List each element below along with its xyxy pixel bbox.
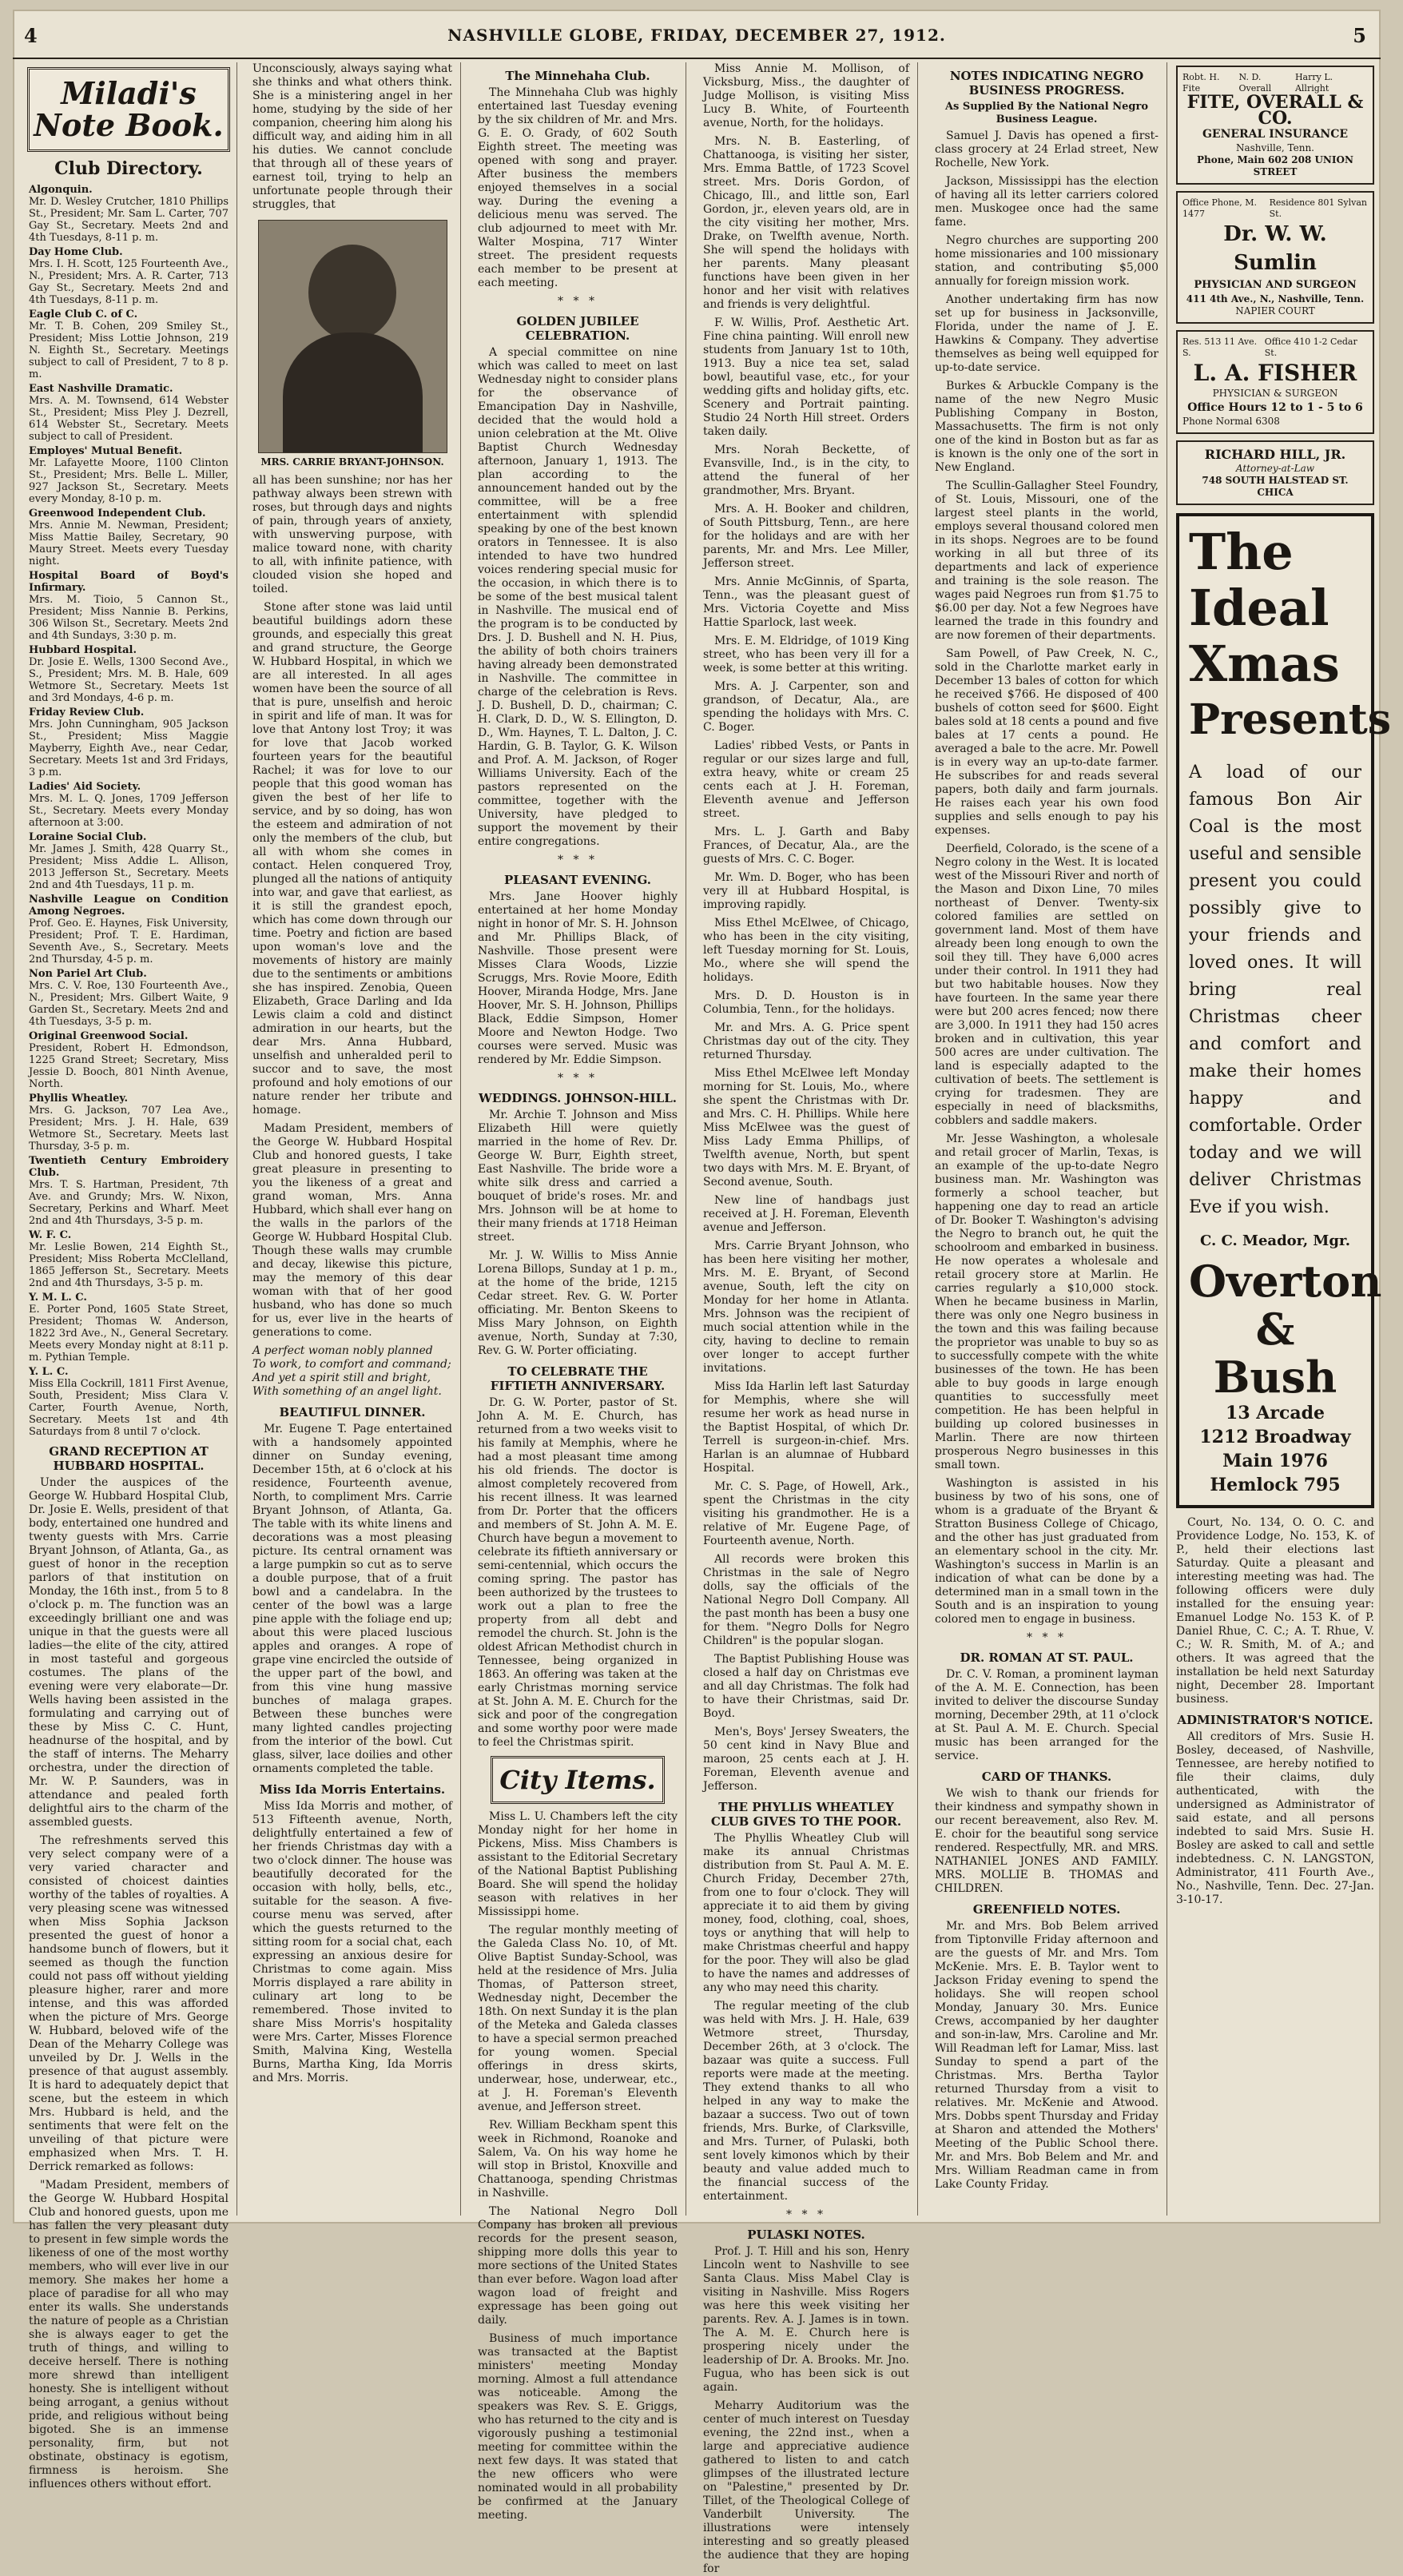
club-entry xyxy=(29,309,229,380)
personal-item: Miss Ethel McElwee, of Chicago, who has been in the city visiting, left Tuesday morning for St. Louis, Mo., where she will spend the holidays. xyxy=(703,917,909,984)
ad-phone: Phone, Main 602 208 UNION STREET xyxy=(1197,154,1353,177)
evening-para: Mrs. Jane Hoover highly entertained at her home Monday night in honor of Mr. S. H. Johnson and Mr. Phillips Black, of Nashville. Those present were Misses Clara Woods, Lizzie Scruggs, Mrs. Rovie Moore, Edith Hoover, Miranda Hodge, Mrs. Jane Hoover, Mr. S. H. Johnson, Phillips Black, Eddie Simpson, Homer Moore and Newton Hodge. Two courses were served. Music was rendered by Mr. Eddie Simpson. xyxy=(478,890,678,1066)
business-item: Jackson, Mississippi has the election of having all its letter carriers colored men. Muskogee once had the same fame. xyxy=(935,175,1159,229)
column-6-ads xyxy=(1176,62,1392,2216)
business-item: Burkes & Arbuckle Company is the name of the new Negro Music Publishing Company in Boston, Massachusetts. The firm is not only one of the kind in Boston but as far as is known is the only one of the sort in New England. xyxy=(935,380,1159,474)
anniversary-para: Dr. G. W. Porter, pastor of St. John A. M. E. Church, has returned from a two weeks visit to his family at Memphis, where he had a most pleasant time among his old friends. The doctor is almost completely recovered from his recent illness. It was learned from Dr. Porter that the officers and members of St. John A. M. E. Church have begun a movement to celebrate its fiftieth anniversary or semi-centennial, which occurs the coming spring. The pastor has been authorized by the trustees to work out a plan to free the property from all debt and remodel the church. St. John is the oldest African Methodist church in Tennessee, being organized in 1863. An offering was taken at the early Christmas morning service at St. John A. M. E. Church for the sick and poor of the congregation and some worthy poor were made to feel the Christmas spirit. xyxy=(478,1396,678,1749)
club-details: Mrs. M. Tioio, 5 Cannon St., President; Miss Nannie B. Perkins, 306 Wilson St., Secretary. Meets 2nd and 4th Sundays, 3:30 p. m. xyxy=(29,594,229,642)
roman-para: Dr. C. V. Roman, a prominent layman of the A. M. E. Connection, has been invited to deliver the discourse Sunday morning, December 29th, at 11 o'clock at St. Paul A. M. E. Church. Special music has been arranged for the service. xyxy=(935,1668,1159,1762)
personal-item: All records were broken this Christmas in the sale of Negro dolls, say the officials of the National Negro Doll Company. All the past month has been a busy one for them. "Negro Dolls for Negro Children" is the popular slogan. xyxy=(703,1553,909,1647)
greenfield-heading: GREENFIELD NOTES. xyxy=(972,1902,1121,1917)
club-name: Non Pariel Art Club. xyxy=(29,968,147,980)
ad-xmas-presents xyxy=(1176,513,1392,1508)
page-number-right: 5 xyxy=(1353,24,1366,47)
ad-phone: Phone Normal 6308 xyxy=(1182,416,1280,427)
club-name: Algonquin. xyxy=(29,184,93,196)
xmas-firm: & Bush xyxy=(1213,1304,1337,1403)
reception-para: "Madam President, members of the George W. Hubbard Hospital Club and honored guests, upon me has fallen the very pleasant duty to present in few simple words the likeness of one of the most worthy members, who will ever live in our memory. She makes her home a place of paradise for all who may enter its walls. She understands the nature of people as a Christian she is always eager to get the truth of things, and willing to deceive herself. There is nothing more shrewd than intelligent honesty. She is intelligent without being arrogant, a genius without pride, and religious without being bigoted. She is an immense personality, firm, but not obstinate, obstinacy is egotism, firmness is heroism. She influences others without effort. xyxy=(29,2179,229,2490)
club-name: Hubbard Hospital. xyxy=(29,644,137,656)
club-name: Ladies' Aid Society. xyxy=(29,781,141,793)
club-details: Mrs. I. H. Scott, 125 Fourteenth Ave., N., President; Mrs. A. R. Carter, 713 Gay St., Secretary. Meets 2nd and 4th Tuesdays, 8-11 p. m. xyxy=(29,258,229,306)
ad-lawyer-address: 748 SOUTH HALSTEAD ST. CHICA xyxy=(1202,475,1349,498)
ad-hours: Office Hours 12 to 1 - 5 to 6 xyxy=(1187,401,1363,414)
city-item: Business of much importance was transacted at the Baptist ministers' meeting Monday morning. Almost a full attendance was noticeable. Among the speakers was Rev. S. E. Griggs, who has returned to the city and is vigorously pushing a testimonial meeting for committee within the next few days. It was stated that the new officers who were nominated would in all probability be confirmed at the January meeting. xyxy=(478,2332,678,2522)
ad-line: GENERAL INSURANCE xyxy=(1202,128,1349,141)
newspaper-page xyxy=(13,10,1392,2575)
column-1 xyxy=(21,62,237,2490)
business-item: Deerfield, Colorado, is the scene of a Negro colony in the West. It is located west of the Missouri River and north of the Mason and Dixon Line, 70 miles northeast of Denver. Twenty-six colored families are settled on government land. Most of them have already been long enough to own the soil they till. They have 6,000 acres under their control. In 1911 they had but two habitable houses. Now they have fourteen. In the same year there were but 200 acres fenced; now there are 3,000. In 1911 they had 150 acres broken and in cultivation, this year 500 acres are under cultivation. The land is especially adapted to the cultivation of beets. The settlement is crying for tradesmen. They are especially in need of blacksmiths, cobblers and saddle makers. xyxy=(935,842,1159,1127)
business-item: Sam Powell, of Paw Creek, N. C., sold in the Charlotte market early in December 13 bales of cotton for which he received $766. He disposed of 400 bushels of cotton seed for $600. Eight bales sold at 18 cents a pound and five bales at 17 cents a pound. He averaged a bale to the acre. Mr. Powell is in every way an up-to-date farmer. He subscribes for and reads several papers, both daily and farm journals. He raises each year his own food supplies and sells enough to pay his expenses. xyxy=(935,647,1159,837)
evening-heading: PLEASANT EVENING. xyxy=(504,873,651,887)
ad-richard-hill xyxy=(1176,440,1374,505)
xmas-headline: Presents xyxy=(1189,695,1392,744)
personal-item: Miss Annie M. Mollison, of Vicksburg, Miss., the daughter of Judge Mollison, is visiting Miss Lucy B. White, of Fourteenth avenue, North, for the holidays. xyxy=(703,62,909,129)
ad-residence: Res. 513 11 Ave. S. xyxy=(1182,336,1258,358)
club-name: Greenwood Independent Club. xyxy=(29,508,206,520)
xmas-headline: Ideal xyxy=(1189,579,1329,637)
club-entry xyxy=(29,184,229,244)
personal-item: F. W. Willis, Prof. Aesthetic Art. Fine china painting. Will enroll new students from January 1st to 10th, 1913. Buy a nice tea set, salad bowl, beautiful vase, etc., for your wedding gifts and holiday gifts, etc. Scenery and Portrait painting. Studio 24 North Hill street. Orders taken daily. xyxy=(703,317,909,438)
club-entry xyxy=(29,383,229,443)
club-name: Hospital Board of Boyd's Infirmary. xyxy=(29,570,229,594)
personal-item: Ladies' ribbed Vests, or Pants in regular or our sizes large and full, extra heavy, white or cream 25 cents each at J. H. Foreman, Eleventh avenue and Jefferson street. xyxy=(703,739,909,820)
article-para: Unconsciously, always saying what she thinks and what others think. She is a ministering angel in her home, studying by the side of her companion, cheering him along his difficult way, and aiding him in all his duties. We cannot conclude that through all of these years of earnest toil, trying to help an unfortunate people through their struggles, that xyxy=(252,62,452,211)
club-entry xyxy=(29,246,229,306)
ad-doctor-title: PHYSICIAN & SURGEON xyxy=(1212,388,1338,399)
minnehaha-heading: The Minnehaha Club. xyxy=(505,69,650,83)
poem: A perfect woman nobly planned To work, to comfort and command; And yet a spirit still and bright, With something of an angel light. xyxy=(252,1344,451,1398)
portrait-photo xyxy=(258,220,447,453)
club-entry xyxy=(29,831,229,891)
city-item: Rev. William Beckham spent this week in Richmond, Roanoke and Salem, Va. On his way home he will stop in Bristol, Knoxville and Chattanooga, spending Christmas in Nashville. xyxy=(478,2119,678,2200)
city-items-banner: City Items. xyxy=(491,1756,665,1804)
club-details: Dr. Josie E. Wells, 1300 Second Ave., S., President; Mrs. M. B. Hale, 609 Wetmore St., Secretary. Meets 1st and 3rd Mondays, 4-6 p. m. xyxy=(29,656,229,704)
personal-item: Mrs. Carrie Bryant Johnson, who has been here visiting her mother, Mrs. M. E. Bryant, of Second avenue, South, left the city on Monday for her home in Atlanta. Mrs. Johnson was the recipient of much social attention while in the city, having to decline to remain over longer to accept further invitations. xyxy=(703,1240,909,1375)
ad-doctor-name: Dr. W. W. Sumlin xyxy=(1223,222,1327,275)
separator: * * * xyxy=(786,2208,826,2221)
newspaper-title: NASHVILLE GLOBE, FRIDAY, DECEMBER 27, 1912. xyxy=(447,26,946,45)
club-details: Mr. T. B. Cohen, 209 Smiley St., President; Miss Lottie Johnson, 219 N. Eighth St., Secretary. Meetings subject to call of President, 7 to 8 p. m. xyxy=(29,321,229,380)
club-entry xyxy=(29,968,229,1028)
club-details: Mrs. M. L. Q. Jones, 1709 Jefferson St., Secretary. Meets every Monday afternoon at 3:00. xyxy=(29,793,229,829)
club-directory-title: Club Directory. xyxy=(54,158,203,179)
article-para: Stone after stone was laid until beautiful buildings adorn these grounds, and especially this great and grand structure, the George W. Hubbard Hospital, in which we are all interested. In all ages women have been the source of all that is pure, unselfish and heroic in spirit and life of man. It was for love that Antony lost Troy; it was for love that Jacob worked fourteen years for the beautiful Rachel; it was for love to our people that this good woman has given the best of her life to service, and by so doing, has won the esteem and admiration of not only the members of the club, but all with whom she comes in contact. Helen conquered Troy, plunged all the nations of antiquity into war, and gave that earliest, as it is still the grandest epoch, which has come down through our time. Poetry and fiction are based upon woman's love and the movements of history are mainly due to the sentiments or ambitions she has inspired. Zenobia, Queen Elizabeth, Grace Darling and Ida Lewis claim a cold and distinct admiration in our hearts, but the dear Mrs. Anna Hubbard, unselfish and unheralded peril to succor and to save, the most profound and holy emotions of our nature render her tribute and homage. xyxy=(252,601,452,1117)
club-details: Mrs. T. S. Hartman, President, 7th Ave. and Grundy; Mrs. W. Nixon, Secretary, Perkins and Wharf. Meet 2nd and 4th Thursdays, 3-5 p. m. xyxy=(29,1179,229,1227)
club-details: Mrs. Annie M. Newman, President; Miss Mattie Bailey, Secretary, 90 Maury Street. Meets every Tuesday night. xyxy=(29,520,229,567)
club-name: Twentieth Century Embroidery Club. xyxy=(29,1155,229,1179)
club-name: Friday Review Club. xyxy=(29,707,145,719)
club-name: Y. M. L. C. xyxy=(29,1292,87,1304)
greenfield-para: Mr. and Mrs. Bob Belem arrived from Tiptonville Friday afternoon and are the guests of Mr. and Mrs. Tom McKenie. Mrs. E. B. Taylor went to Jackson Friday evening to spend the holidays. She will reopen school Monday, January 30. Mrs. Eunice Crews, accompanied by her daughter and son-in-law, Mrs. Caroline and Mr. Will Readman left for Lamar, Miss. last Sunday to spend a part of the Christmas. Mrs. Bertha Taylor returned Thursday from a visit to relatives. Mr. McKenie and Atwood. Mrs. Dobbs spent Thursday and Friday at Sharon and attended the Mothers' Meeting of the Public School there. Mr. and Mrs. Bob Belem and Mr. and Mrs. William Readman came in from Lake County Friday. xyxy=(935,1920,1159,2191)
business-subheading: As Supplied By the National Negro Business League. xyxy=(944,101,1149,125)
ida-morris-heading: Miss Ida Morris Entertains. xyxy=(259,1782,446,1797)
ad-doctor-title: PHYSICIAN AND SURGEON xyxy=(1194,279,1357,291)
personal-item: Mrs. D. D. Houston is in Columbia, Tenn., for the holidays. xyxy=(703,989,909,1016)
club-name: Y. L. C. xyxy=(29,1366,69,1378)
phyllis-para: The regular meeting of the club was held with Mrs. J. H. Hale, 639 Wetmore street, Thursday, December 26th, at 3 o'clock. The bazaar was quite a success. Full reports were made at the meeting. They extend thanks to all who helped in any way to make the bazaar a success. Two out of town friends, Mrs. Burke, of Clarksville, and Mrs. Turner, of Pulaski, both sent lovely kimonos which by their beauty and value added much to the financial success of the entertainment. xyxy=(703,2000,909,2203)
jubilee-heading: GOLDEN JUBILEE CELEBRATION. xyxy=(516,314,639,343)
business-item: The Scullin-Gallagher Steel Foundry, of St. Louis, Missouri, one of the largest steel plants in the world, employs several thousand colored men in its shops. Negroes are to be found working in all but three of its departments and lack of experience and training is the sole reason. The wages paid Negroes run from $1.75 to $6.00 per day. Not a few Negroes have learned the trade in this foundry and are now foremen of their departments. xyxy=(935,480,1159,642)
xmas-phones: Main 1976 Hemlock 795 xyxy=(1210,1451,1341,1495)
personal-item: Mrs. L. J. Garth and Baby Frances, of Decatur, Ala., are the guests of Mrs. C. C. Boger. xyxy=(703,826,909,866)
dinner-para: Mr. Eugene T. Page entertained with a handsomely appointed dinner on Sunday evening, December 15th, at 6 o'clock at his residence, Fourteenth avenue, North, to compliment Mrs. Carrie Bryant Johnson, of Atlanta, Ga. The table with its white linens and decorations was a most pleasing picture. Its central ornament was a large pumpkin so cut as to serve a double purpose, that of a fruit bowl and a candelabra. In the center of the bowl was a large pine apple with the foliage end up; about this were placed luscious apples and oranges. A rope of grape vine encircled the outside of the upper part of the bowl, and from this vine hung massive bunches of malaga grapes. Between these bunches were many lighted candles projecting from the interior of the bowl. Cut glass, silver, lace doilies and other ornaments completed the table. xyxy=(252,1423,452,1775)
business-heading: NOTES INDICATING NEGRO BUSINESS PROGRESS. xyxy=(949,69,1144,98)
club-details: Mr. D. Wesley Crutcher, 1810 Phillips St., President; Mr. Sam L. Carter, 707 Gay St., Secretary. Meets 2nd and 4th Tuesdays, 8-11 p. m. xyxy=(29,196,229,244)
ad-fisher xyxy=(1176,330,1374,434)
weddings-para: Mr. Archie T. Johnson and Miss Elizabeth Hill were quietly married in the home of Rev. Dr. George W. Burr, Eighth street, East Nashville. The bride wore a white silk dress and carried a bouquet of bride's roses. Mr. and Mrs. Johnson will be at home to their many friends at 1718 Heiman street. xyxy=(478,1109,678,1244)
business-item: Negro churches are supporting 200 home missionaries and 100 missionary station, and contributing $5,000 annually for foreign mission work. xyxy=(935,234,1159,288)
separator: * * * xyxy=(558,1072,598,1085)
ad-doctor-address: 411 4th Ave., N., Nashville, Tenn. xyxy=(1186,293,1365,305)
xmas-firm: Overton xyxy=(1189,1256,1382,1307)
personal-item: Mrs. Annie McGinnis, of Sparta, Tenn., was the pleasant guest of Mrs. Victoria Coyette and Miss Hattie Sparlock, last week. xyxy=(703,575,909,629)
personal-item: Mrs. E. M. Eldridge, of 1019 King street, who has been very ill for a week, is some better at this writing. xyxy=(703,635,909,675)
page-header xyxy=(13,16,1381,59)
personal-item: Mr. and Mrs. A. G. Price spent Christmas day out of the city. They returned Thursday. xyxy=(703,1021,909,1061)
ad-fite-overall xyxy=(1176,66,1374,185)
business-item: Washington is assisted in his business by two of his sons, one of whom is a graduate of the Bryant & Stratton Business College of Chicago, and the other has just graduated from an elementary school in the city. Mr. Washington's success in Marlin is an indication of what can be done by a determined man in a small town in the South and is an inspiration to young colored men to engage in business. xyxy=(935,1477,1159,1626)
article-para: Madam President, members of the George W. Hubbard Hospital Club and honored guests, I take great pleasure in presenting to you the likeness of a great and grand woman, Mrs. Anna Hubbard, which shall ever hang on the walls in the parlors of the George W. Hubbard Hospital Club. Though these walls may crumble and decay, likewise this picture, may the memory of this dear woman with that of her good husband, who has done so much for us, ever live in the hearts of generations to come. xyxy=(252,1122,452,1339)
business-item: Another undertaking firm has now set up for business in Jacksonville, Florida, under the name of J. E. Hawkins & Company. They advertise themselves as being well equipped for up-to-date service. xyxy=(935,293,1159,374)
ad-lawyer-name: RICHARD HILL, JR. xyxy=(1204,447,1346,462)
xmas-headline: Xmas xyxy=(1189,635,1340,693)
club-name: Phyllis Wheatley. xyxy=(29,1093,128,1105)
xmas-address: 1212 Broadway xyxy=(1199,1427,1351,1447)
roman-heading: DR. ROMAN AT ST. PAUL. xyxy=(960,1650,1134,1665)
business-item: Mr. Jesse Washington, a wholesale and retail grocer of Marlin, Texas, is an example of the up-to-date Negro business man. Mr. Washington was formerly a school teacher, but happening one day to read an article of Dr. Booker T. Washington's advising the Negro to branch out, he quit the schoolroom and embarked in business. He now operates a wholesale and retail grocery store at Marlin. He carries regularly a $10,000 stock. When he became business in Marlin, there was only one Negro business in the town and this was failing because the proprietor was unable to buy so as to successfully compete with the white businesses of the town. He has been able to buy goods in large enough quantities to successfully meet competition. He has been helpful in building up colored businesses in Marlin. There are now thirteen prosperous Negro businesses in this small town. xyxy=(935,1133,1159,1471)
personal-item: Mrs. Norah Beckette, of Evansville, Ind., is in the city, to attend the funeral of her grandmother, Mrs. Bryant. xyxy=(703,444,909,497)
business-item: Samuel J. Davis has opened a first-class grocery at 24 Erlad street, New Rochelle, New York. xyxy=(935,129,1159,169)
club-name: East Nashville Dramatic. xyxy=(29,383,173,395)
column-2 xyxy=(244,62,461,2216)
miladi-masthead: Miladi's Note Book. xyxy=(27,67,230,152)
club-details: Miss Ella Cockrill, 1811 First Avenue, South, President; Miss Clara V. Carter, Fourth Avenue, North, Secretary. Meets 1st and 4th Saturdays from 8 until 7 o'clock. xyxy=(29,1378,229,1438)
club-list xyxy=(29,184,229,1438)
ad-partner-names: Robt. H. Fite N. D. Overall Harry L. Allright xyxy=(1182,72,1333,94)
column-4 xyxy=(695,62,918,2575)
pulaski-heading: PULASKI NOTES. xyxy=(747,2228,865,2242)
club-entry xyxy=(29,1093,229,1153)
column-5 xyxy=(927,62,1167,2216)
personal-item: Miss Ida Harlin left last Saturday for Memphis, where she will resume her work as head nurse in the Baptist Hospital, of which Dr. Terrell is surgeon-in-chief. Mrs. Harlan is an alumnae of Hubbard Hospital. xyxy=(703,1380,909,1475)
club-entry xyxy=(29,644,229,704)
club-details: Prof. Geo. E. Haynes, Fisk University, President; Prof. T. E. Hardiman, Seventh Ave., S., Secretary. Meets 2nd Thursday, 4-5 p. m. xyxy=(29,918,229,966)
phyllis-heading: THE PHYLLIS WHEATLEY CLUB GIVES TO THE POOR. xyxy=(710,1800,902,1829)
club-entry xyxy=(29,1030,229,1090)
club-name: Loraine Social Club. xyxy=(29,831,147,843)
personal-item: Mr. C. S. Page, of Howell, Ark., spent the Christmas in the city visiting his grandmother. He is a relative of Mr. Eugene Page, of Fourteenth avenue, North. xyxy=(703,1480,909,1547)
club-entry xyxy=(29,508,229,567)
column-3 xyxy=(470,62,686,2522)
club-details: President, Robert H. Edmondson, 1225 Grand Street; Secretary, Miss Jessie D. Booch, 801 Ninth Avenue, North. xyxy=(29,1042,229,1090)
club-details: E. Porter Pond, 1605 State Street, President; Thomas W. Anderson, 1822 3rd Ave., N., General Secretary. Meets every Monday night at 8:11 p. m. Pythian Temple. xyxy=(29,1304,229,1364)
article-para: all has been sunshine; nor has her pathway always been strewn with roses, but through days and nights of pain, through years of anxiety, with unswerving purpose, with malice toward none, with charity to all, with infinite patience, with clouded vision she hoped and toiled. xyxy=(252,474,452,595)
separator: * * * xyxy=(1027,1631,1067,1644)
city-item: The regular monthly meeting of the Galeda Class No. 10, of Mt. Olive Baptist Sunday-School, was held at the residence of Mrs. Julia Thomas, of Patterson street, Wednesday night, December the 18th. On next Sunday it is the plan of the Meteka and Galeda classes to have a special sermon preached for young women. Special offerings in dress skirts, underwear, hose, underwear, etc., at J. H. Foreman's Eleventh avenue, and Jefferson street. xyxy=(478,1924,678,2113)
ad-office-phone: Office Phone, M. 1477 xyxy=(1182,197,1257,219)
xmas-headline: The xyxy=(1189,523,1294,581)
pulaski-para: Prof. J. T. Hill and his son, Henry Lincoln went to Nashville to see Santa Claus. Miss Mabel Clay is visiting in Nashville. Miss Rogers was here this week visiting her parents. Rev. A. J. James is in town. The A. M. E. Church here is prospering nicely under the leadership of Dr. A. Brooks. Mr. Jno. Fugua, who has been sick is out again. xyxy=(703,2245,909,2394)
anniversary-heading: TO CELEBRATE THE FIFTIETH ANNIVERSARY. xyxy=(490,1364,666,1393)
club-details: Mrs. C. V. Roe, 130 Fourteenth Ave., N., President; Mrs. Gilbert Waite, 9 Garden St., Secretary. Meets 2nd and 4th Tuesdays, 3-5 p. m. xyxy=(29,980,229,1028)
club-entry xyxy=(29,1292,229,1364)
page-number-left: 4 xyxy=(24,24,38,47)
thanks-para: We wish to thank our friends for their kindness and sympathy shown in our recent bereavement, also Rev. M. E. choir for the beautiful song service rendered. Respectfully, MR. and MRS. NATHANIEL JONES AND FAMILY. MRS. MOLLIE B. THOMAS and CHILDREN. xyxy=(935,1787,1159,1895)
club-details: Mr. Leslie Bowen, 214 Eighth St., President; Miss Roberta McClelland, 1865 Jefferson St., Secretary. Meets 2nd and 4th Thursdays, 3-5 p. m. xyxy=(29,1241,229,1289)
club-details: Mrs. John Cunningham, 905 Jackson St., President; Miss Maggie Mayberry, Eighth Ave., near Cedar, Secretary. Meets 1st and 3rd Fridays, 3 p.m. xyxy=(29,719,229,778)
admin-heading: ADMINISTRATOR'S NOTICE. xyxy=(1177,1713,1373,1727)
separator: * * * xyxy=(558,854,598,866)
club-name: W. F. C. xyxy=(29,1229,72,1241)
separator: * * * xyxy=(558,295,598,308)
xmas-body: A load of our famous Bon Air Coal is the most useful and sensible present you could possibly give to your friends and loved ones. It will bring real Christmas cheer and comfort and make their homes happy and comfortable. Order today and we will deliver Christmas Eve if you wish. xyxy=(1189,762,1361,1217)
club-name: Nashville League on Condition Among Negroes. xyxy=(29,894,229,918)
xmas-manager: C. C. Meador, Mgr. xyxy=(1199,1232,1351,1249)
personal-item: Mrs. A. H. Booker and children, of South Pittsburg, Tenn., are here for the holidays and are with her parents, Mr. and Mrs. Lee Miller, Jefferson street. xyxy=(703,503,909,570)
club-details: Mrs. A. M. Townsend, 614 Webster St., President; Miss Pley J. Dezrell, 614 Webster St., Secretary. Meets subject to call of President. xyxy=(29,395,229,443)
court-para: Court, No. 134, O. O. C. and Providence Lodge, No. 153, K. of P., held their elections last Saturday. Quite a pleasant and interesting meeting was had. The following officers were duly installed for the ensuing year: Emanuel Lodge No. 153 K. of P. Daniel Rhue, C. C.; A. T. Rhue, V. C.; W. R. Smith, M. of A.; and others. It was agreed that the installation be held next Saturday night, December 28. Important business. xyxy=(1176,1516,1374,1706)
club-entry xyxy=(29,894,229,966)
jubilee-para: A special committee on nine which was called to meet on last Wednesday night to consider plans for the observance of Emancipation Day in Nashville, decided that the would hold a union celebration at the Mt. Olive Baptist Church Wednesday afternoon, January 1, 1913. The plan according to the announcement handed out by the committee, will be a free entertainment with splendid speaking by one of the best known orators in Tennessee. It is also intended to have two hundred voices rendering special music for the occasion, in which there is to be some of the best musical talent in Nashville. The musical end of the program is to be conducted by Drs. J. D. Bushell and N. H. Pius, the ability of both choirs trainers having already been demonstrated in Nashville. The committee in charge of the celebration is Revs. J. D. Bushell, D. D., chairman; C. H. Clark, D. D., W. S. Ellington, D. D., Wm. Haynes, T. L. Dalton, J. C. Hardin, G. B. Taylor, G. K. Wilson and Prof. A. M. Jackson, of Roger Williams University. Each of the pastors represented on the committee, together with the University, have pledged to support the movement by their entire congregations. xyxy=(478,346,678,848)
minnehaha-para: The Minnehaha Club was highly entertained last Tuesday evening by the six children of Mr. and Mrs. G. E. O. Grady, of 602 South Eighth street. The meeting was opened with song and prayer. After business the members enjoyed themselves in a social way. During the evening a delicious menu was served. The club adjourned to meet with Mr. Walter Mospina, 717 Winter street. The president requests each member to be present at each meeting. xyxy=(478,86,678,289)
personal-item: Mrs. A. J. Carpenter, son and grandson, of Decatur, Ala., are spending the holidays with Mrs. C. C. Boger. xyxy=(703,680,909,734)
personal-item: Mrs. N. B. Easterling, of Chattanooga, is visiting her sister, Mrs. Emma Battle, of 1723 Scovel street. Mrs. Doris Gordon, of Chicago, Ill., and little son, Earl Gordon, jr., eleven years old, are in the city visiting her mother, Mrs. Drake, on Twelfth avenue, North. She will spend the holidays with her parents. Many pleasant functions have been given in her honor and her visit with relatives and friends is very delightful. xyxy=(703,135,909,311)
club-entry xyxy=(29,1366,229,1438)
ad-residence: Residence 801 Sylvan St. xyxy=(1269,197,1368,219)
personal-item: Mr. Wm. D. Boger, who has been very ill at Hubbard Hospital, is improving rapidly. xyxy=(703,871,909,911)
city-item: The National Negro Doll Company has broken all previous records for the present season, shipping more dolls this year to more sections of the United States than ever before. Wagon load after wagon load of freight and expressage has been going out daily. xyxy=(478,2205,678,2327)
club-entry xyxy=(29,781,229,829)
club-entry xyxy=(29,707,229,778)
personal-item: Men's, Boys' Jersey Sweaters, the 50 cent kind in Navy Blue and maroon, 25 cents each at J. H. Foreman, Eleventh avenue and Jefferson. xyxy=(703,1726,909,1793)
club-name: Eagle Club C. of C. xyxy=(29,309,138,321)
club-name: Original Greenwood Social. xyxy=(29,1030,189,1042)
admin-para: All creditors of Mrs. Susie H. Bosley, deceased, of Nashville, Tennessee, are hereby notified to file their claims, duly authenticated, with the undersigned as Administrator of said estate, and all persons indebted to said Mrs. Susie H. Bosley are asked to call and settle indebtedness. C. N. LANGSTON, Administrator, 411 Fourth Ave., No., Nashville, Tenn. Dec. 27-Jan. 3-10-17. xyxy=(1176,1730,1374,1906)
club-name: Day Home Club. xyxy=(29,246,123,258)
thanks-heading: CARD OF THANKS. xyxy=(981,1770,1112,1784)
club-details: Mr. Lafayette Moore, 1100 Clinton St., President; Mrs. Belle L. Miller, 927 Jackson St., Secretary. Meets every Monday, 8-10 p. m. xyxy=(29,457,229,505)
phyllis-para: The Phyllis Wheatley Club will make its annual Christmas distribution from St. Paul A. M. E. Church Friday, December 27th, from one to four o'clock. They will appreciate it to aid them by giving money, food, clothing, coal, shoes, toys or anything that will help to make Christmas cheerful and happy for the poor. They will also be glad to have the names and addresses of any who may need this charity. xyxy=(703,1832,909,1994)
city-item: Miss L. U. Chambers left the city Monday night for her home in Pickens, Miss. Miss Chambers is assistant to the Editorial Secretary of the National Baptist Publishing Board. She will spend the holiday season with relatives in her Mississippi home. xyxy=(478,1810,678,1918)
club-name: Employes' Mutual Benefit. xyxy=(29,445,183,457)
meharry-para: Meharry Auditorium was the center of much interest on Tuesday evening, the 22nd inst., when a large and appreciative audience gathered to listen to and catch glimpses of the illustrated lecture on "Palestine," presented by Dr. Tillet, of the Theological College of Vanderbilt University. The illustrations were intensely interesting and so greatly pleased the audience that they are hoping for xyxy=(703,2399,909,2575)
club-entry xyxy=(29,570,229,642)
weddings-heading: WEDDINGS. JOHNSON-HILL. xyxy=(479,1091,677,1105)
reception-heading: GRAND RECEPTION AT HUBBARD HOSPITAL. xyxy=(49,1444,209,1473)
reception-para: The refreshments served this very select company were of a very varied character and consisted of choicest dainties worthy of the tables of royalties. A very pleasing scene was witnessed when Miss Sophia Jackson presented the guest of honor a handsome bunch of flowers, but it seemed as though the function could not pass off without yielding pleasure higher, rarer and more intense, and this was afforded when the picture of Mrs. George W. Hubbard, beloved wife of the Dean of the Meharry College was unveiled by Dr. J. Wells in the presence of that august assembly. It is hard to adequately depict that scene, but the esteem in which Mrs. Hubbard is held, and the sentiments that were felt on the unveiling of that picture were emphasized when Mrs. T. H. Derrick remarked as follows: xyxy=(29,1834,229,2173)
photo-caption: MRS. CARRIE BRYANT-JOHNSON. xyxy=(260,456,444,468)
ad-city: Nashville, Tenn. xyxy=(1235,142,1314,153)
ad-sumlin xyxy=(1176,191,1374,324)
reception-para: Under the auspices of the George W. Hubbard Hospital Club, Dr. Josie E. Wells, president of that body, entertained one hundred and twenty guests with Mrs. Carrie Bryant Johnson, of Atlanta, Ga., as guest of honor in the reception parlors of that institution on Monday, the 16th inst., from 5 to 8 o'clock p. m. The function was an exceedingly brilliant one and was unique in that the guests were all ladies—the elite of the city, attired in most tasteful and gorgeous costumes. The plans of the evening were very elaborate—Dr. Wells having been assisted in the formulating and carrying out of these by Miss C. C. Hunt, headnurse of the hospital, and by the staff of interns. The Meharry orchestra, under the direction of Mr. W. P. Saunders, was in attendance and pealed forth delightful airs to the charm of the assembled guests. xyxy=(29,1476,229,1829)
ad-court: NAPIER COURT xyxy=(1235,305,1315,317)
ad-lawyer-title: Attorney-at-Law xyxy=(1235,463,1315,474)
personal-item: Miss Ethel McElwee left Monday morning for St. Louis, Mo., where she spent the Christmas with Dr. and Mrs. C. H. Phillips. While here Miss McElwee was the guest of Miss Lady Emma Phillips, of Twelfth avenue, North, but spent two days with Mrs. M. E. Bryant, of Second avenue, South. xyxy=(703,1067,909,1188)
dinner-heading: BEAUTIFUL DINNER. xyxy=(279,1405,426,1419)
ad-firm-name: FITE, OVERALL & CO. xyxy=(1186,92,1364,129)
ad-office: Office 410 1-2 Cedar St. xyxy=(1264,336,1357,358)
club-entry xyxy=(29,1229,229,1289)
club-details: Mrs. G. Jackson, 707 Lea Ave., President; Mrs. J. H. Hale, 639 Wetmore St., Secretary. Meets last Thursday, 3-5 p. m. xyxy=(29,1105,229,1153)
personal-item: The Baptist Publishing House was closed a half day on Christmas eve and all day Christmas. The folk had to have their Christmas, said Dr. Boyd. xyxy=(703,1653,909,1720)
ad-doctor-name: L. A. FISHER xyxy=(1193,360,1357,386)
ida-morris-para: Miss Ida Morris and mother, of 513 Fifteenth avenue, North, delightfully entertained a few of her friends Christmas day with a two o'clock dinner. The house was beautifully decorated for the occasion with holly, bells, etc., suitable for the season. A five-course menu was served, after which the guests returned to the sitting room for a social chat, each expressing an anxious desire for Christmas to come again. Miss Morris displayed a rare ability in culinary art long to be remembered. Those invited to share Miss Morris's hospitality were Mrs. Carter, Misses Florence Smith, Malvina King, Westella Burns, Martha King, Ida Morris and Mrs. Morris. xyxy=(252,1800,452,2084)
club-entry xyxy=(29,1155,229,1227)
club-details: Mr. James J. Smith, 428 Quarry St., President; Miss Addie L. Allison, 2013 Jefferson St., Secretary. Meets 2nd and 4th Tuesdays, 11 p. m. xyxy=(29,843,229,891)
club-entry xyxy=(29,445,229,505)
xmas-address: 13 Arcade xyxy=(1226,1403,1325,1423)
weddings-para: Mr. J. W. Willis to Miss Annie Lorena Billops, Sunday at 1 p. m., at the home of the bride, 1215 Cedar street. Rev. G. W. Porter officiating. Mr. Benton Skeens to Miss Mary Johnson, on Eighth avenue, North, Sunday at 7:30, Rev. G. W. Porter officiating. xyxy=(478,1249,678,1357)
personal-item: New line of handbags just received at J. H. Foreman, Eleventh avenue and Jefferson. xyxy=(703,1194,909,1234)
